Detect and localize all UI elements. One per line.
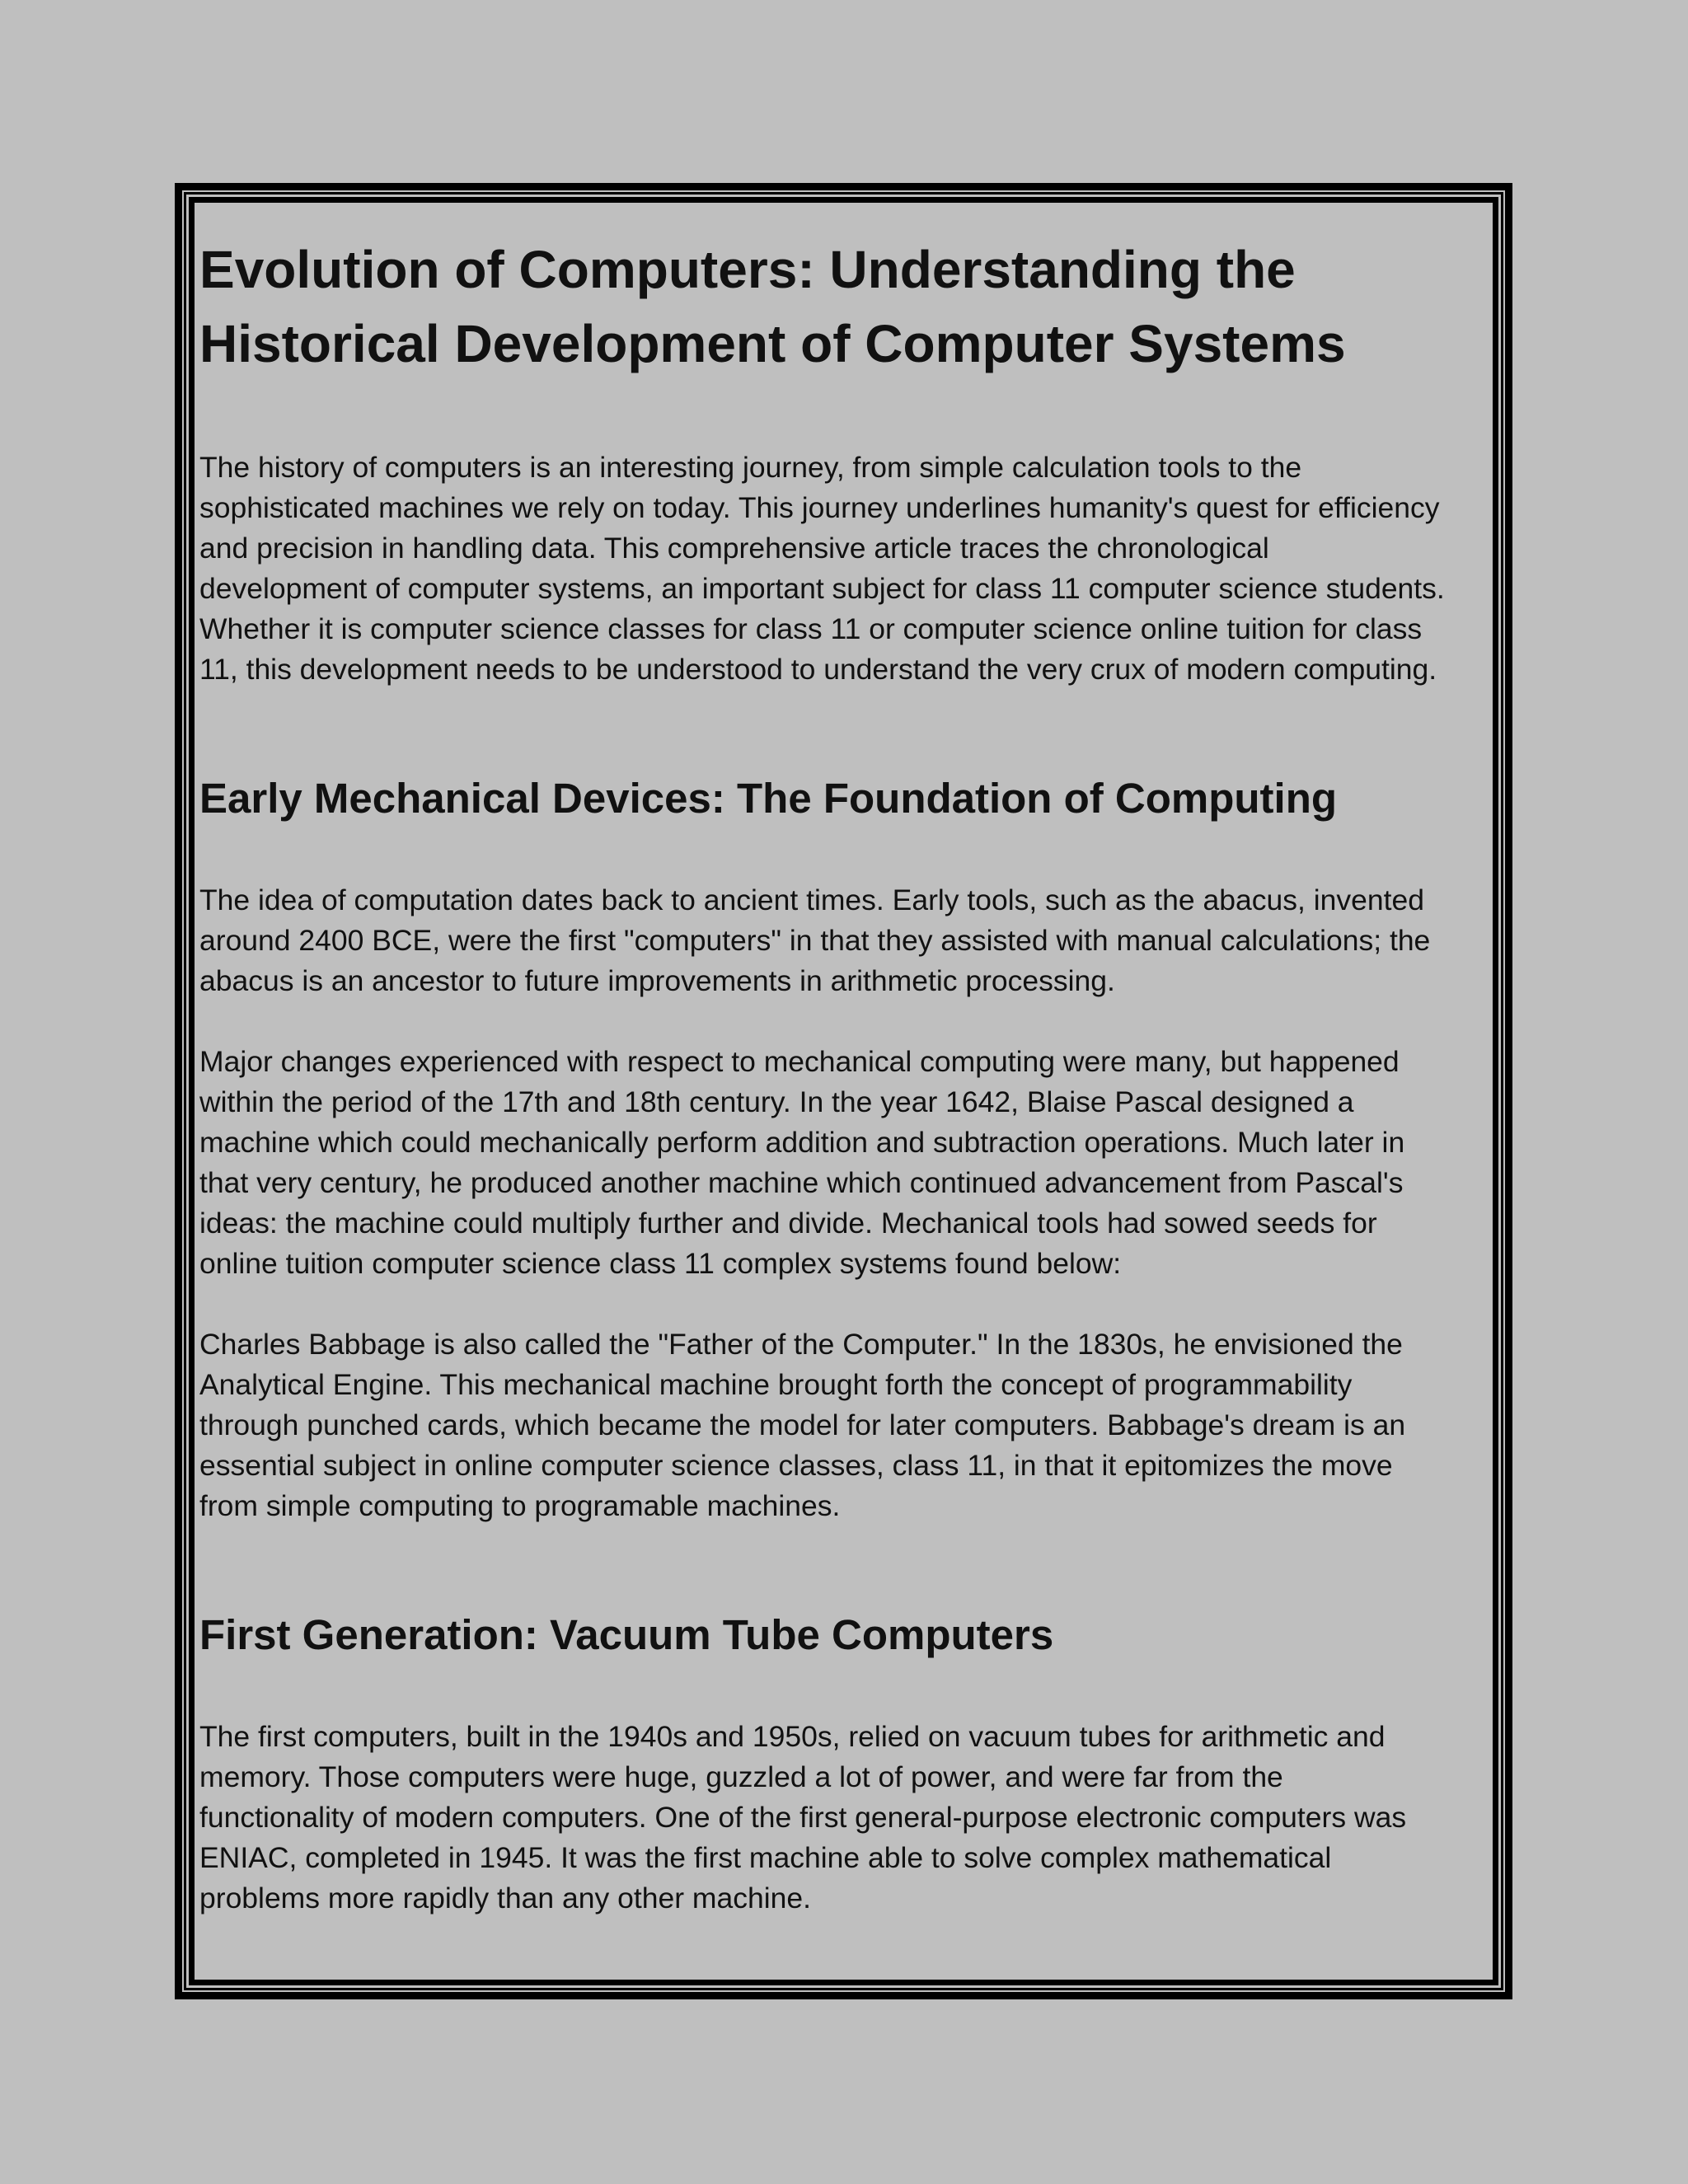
- text-line: around 2400 BCE, were the first "computers" in that they assisted with manual calculations; the: [199, 924, 1431, 957]
- section1-paragraph-3: [199, 1324, 1502, 1526]
- text-line: memory. Those computers were huge, guzzled a lot of power, and were far from the: [199, 1760, 1283, 1793]
- text-line: ideas: the machine could multiply further and divide. Mechanical tools had sowed seeds for: [199, 1207, 1377, 1240]
- document-content: [199, 232, 1502, 1919]
- text-line: sophisticated machines we rely on today. This journey underlines humanity's quest for efficiency: [199, 491, 1440, 524]
- text-line: Charles Babbage is also called the "Father of the Computer." In the 1830s, he envisioned the: [199, 1328, 1403, 1361]
- section1-paragraph-2: [199, 1042, 1502, 1284]
- text-line: ENIAC, completed in 1945. It was the first machine able to solve complex mathematical: [199, 1841, 1332, 1874]
- text-line: functionality of modern computers. One of the first general-purpose electronic computers was: [199, 1801, 1407, 1834]
- text-line: 11, this development needs to be understood to understand the very crux of modern computing.: [199, 653, 1437, 686]
- text-line: from simple computing to programable machines.: [199, 1489, 841, 1522]
- text-line: problems more rapidly than any other machine.: [199, 1882, 811, 1915]
- text-line: The first computers, built in the 1940s and 1950s, relied on vacuum tubes for arithmetic and: [199, 1720, 1386, 1753]
- text-line: that very century, he produced another machine which continued advancement from Pascal's: [199, 1166, 1404, 1199]
- page-title: [199, 232, 1502, 381]
- text-line: Major changes experienced with respect to mechanical computing were many, but happened: [199, 1045, 1400, 1078]
- section-heading-early-mechanical: Early Mechanical Devices: The Foundation of Computing: [199, 775, 1338, 822]
- text-line: Analytical Engine. This mechanical machine brought forth the concept of programmability: [199, 1368, 1353, 1401]
- text-line: within the period of the 17th and 18th century. In the year 1642, Blaise Pascal designed a: [199, 1085, 1354, 1118]
- section1-paragraph-1: [199, 880, 1502, 1001]
- text-line: Whether it is computer science classes for class 11 or computer science online tuition for class: [199, 612, 1423, 645]
- text-line: The history of computers is an interesting journey, from simple calculation tools to the: [199, 451, 1302, 484]
- section-heading-first-generation: First Generation: Vacuum Tube Computers: [199, 1611, 1054, 1658]
- text-line: abacus is an ancestor to future improvements in arithmetic processing.: [199, 964, 1115, 997]
- section2-paragraph-1: [199, 1717, 1502, 1919]
- text-line: online tuition computer science class 11 complex systems found below:: [199, 1247, 1122, 1280]
- title-line: Historical Development of Computer Systems: [199, 314, 1346, 373]
- text-line: through punched cards, which became the model for later computers. Babbage's dream is an: [199, 1408, 1406, 1441]
- text-line: The idea of computation dates back to ancient times. Early tools, such as the abacus, invented: [199, 883, 1424, 916]
- intro-paragraph: [199, 448, 1502, 690]
- text-line: machine which could mechanically perform addition and subtraction operations. Much later in: [199, 1126, 1405, 1159]
- text-line: and precision in handling data. This comprehensive article traces the chronological: [199, 532, 1269, 565]
- text-line: essential subject in online computer science classes, class 11, in that it epitomizes the move: [199, 1449, 1393, 1482]
- text-line: development of computer systems, an important subject for class 11 computer science students.: [199, 572, 1445, 605]
- title-line: Evolution of Computers: Understanding the: [199, 240, 1296, 299]
